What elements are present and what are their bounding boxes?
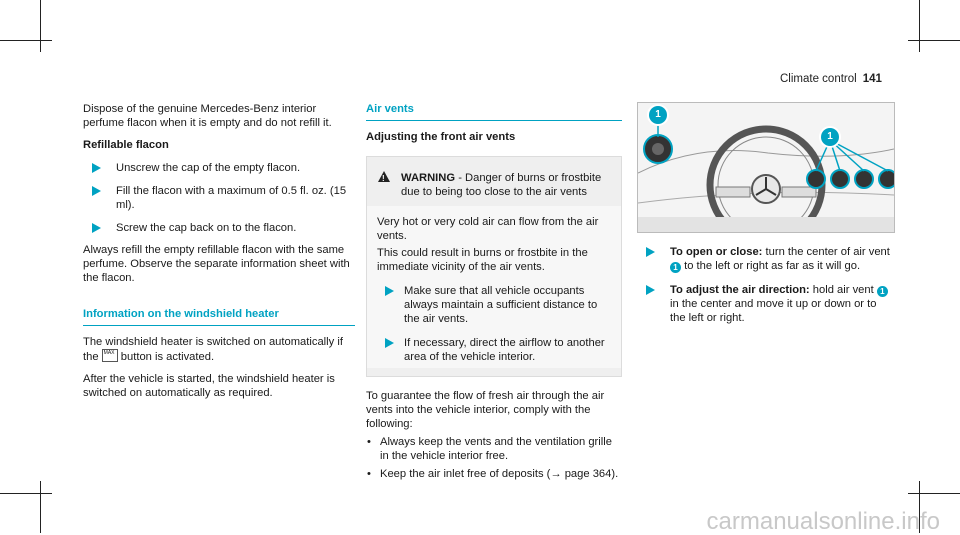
- windshield-heater-max-icon: MAX: [102, 349, 118, 362]
- windshield-heading: Information on the windshield heater: [83, 307, 355, 326]
- step-text: Screw the cap back on to the flacon.: [116, 222, 297, 234]
- column-left: [83, 102, 355, 400]
- step-item: [83, 161, 355, 175]
- step-text: in the center and move it up or down or to the left or right.: [670, 298, 877, 324]
- step-item: [637, 245, 894, 273]
- section-title: Climate control: [780, 73, 857, 85]
- watermark: carmanualsonline.info: [706, 508, 940, 535]
- arrow-icon: [646, 285, 655, 295]
- crop-mark: [0, 493, 52, 494]
- callout-number: 1: [877, 286, 888, 297]
- step-label: To adjust the air direction:: [670, 284, 810, 296]
- page-number: 141: [862, 73, 882, 85]
- air-vent-left: [644, 135, 672, 163]
- step-item: [83, 184, 355, 212]
- bullet-item: [366, 467, 622, 481]
- bullet-text: Always keep the vents and the ventilation grille in the vehicle interior free.: [380, 436, 612, 462]
- crop-mark: [40, 481, 41, 533]
- dashboard-drawing: [638, 103, 894, 232]
- windshield-paragraph-2: After the vehicle is started, the windshield heater is switched on automatically as required.: [83, 373, 335, 399]
- warning-header: [367, 171, 621, 199]
- intro-paragraph: Dispose of the genuine Mercedes-Benz interior perfume flacon when it is empty and do not refill it.: [83, 103, 332, 129]
- callout-number: 1: [670, 262, 681, 273]
- dashboard-illustration: [637, 102, 895, 233]
- warning-body: [367, 206, 621, 368]
- warning-icon: [378, 171, 390, 182]
- crop-mark: [919, 0, 920, 52]
- column-right: [637, 102, 894, 325]
- arrow-icon: [385, 338, 394, 348]
- crop-mark: [40, 0, 41, 52]
- arrow-icon: [646, 247, 655, 257]
- step-text: Make sure that all vehicle occupants always maintain a sufficient distance to the air vents.: [404, 285, 598, 325]
- adjust-heading: Adjusting the front air vents: [366, 131, 516, 143]
- warning-step: [377, 284, 611, 326]
- crop-mark: [0, 40, 52, 41]
- warning-label: WARNING: [401, 172, 456, 184]
- step-item: [637, 283, 894, 325]
- warning-paragraph: Very hot or very cold air can flow from the air vents.: [377, 216, 599, 242]
- step-item: [83, 221, 355, 235]
- step-label: To open or close:: [670, 246, 763, 258]
- warning-text: - Danger of burns or frostbite due to being too close to the air vents: [401, 172, 602, 198]
- bullet-item: [366, 435, 622, 463]
- arrow-icon: [92, 163, 101, 173]
- callout-number: 1: [821, 128, 839, 146]
- step-text: hold air vent: [812, 284, 874, 296]
- running-header: [780, 72, 882, 86]
- warning-paragraph: This could result in burns or frostbite in the immediate vicinity of the air vents.: [377, 247, 588, 273]
- bullet-text: Keep the air inlet free of deposits (→ page 364).: [380, 468, 619, 480]
- text-fragment: button is activated.: [120, 351, 215, 363]
- step-text: turn the center of air vent: [765, 246, 890, 258]
- callout-number: 1: [649, 106, 667, 124]
- column-middle: [366, 102, 622, 481]
- arrow-icon: [385, 286, 394, 296]
- step-text: If necessary, direct the airflow to another area of the vehicle interior.: [404, 337, 605, 363]
- step-text: to the left or right as far as it will go.: [684, 260, 861, 272]
- warning-box: [366, 156, 622, 377]
- bullet-icon: •: [367, 436, 371, 448]
- windshield-paragraph-1: [83, 335, 355, 364]
- step-text: Fill the flacon with a maximum of 0.5 fl. oz. (15 ml).: [116, 185, 347, 211]
- always-paragraph: Always refill the empty refillable flacon with the same perfume. Observe the separate information sheet with the flacon.: [83, 244, 350, 284]
- warning-step: [377, 336, 611, 364]
- refill-heading: Refillable flacon: [83, 139, 169, 151]
- step-text: Unscrew the cap of the empty flacon.: [116, 162, 301, 174]
- crop-mark: [908, 40, 960, 41]
- bullet-icon: •: [367, 468, 371, 480]
- crop-mark: [908, 493, 960, 494]
- air-vents-heading: Air vents: [366, 102, 622, 121]
- guarantee-paragraph: To guarantee the flow of fresh air through the air vents into the vehicle interior, comply with the following:: [366, 390, 605, 430]
- arrow-icon: [92, 223, 101, 233]
- text-fragment: The windshield heater is switched on automatically if the: [83, 336, 343, 363]
- arrow-icon: [92, 186, 101, 196]
